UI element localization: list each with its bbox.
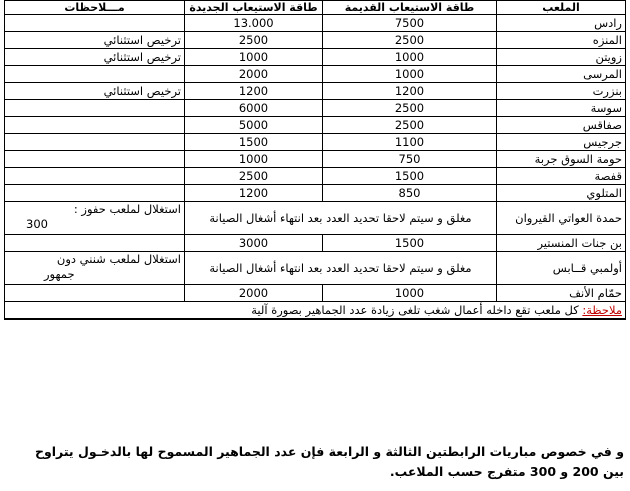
table-row — [5, 32, 626, 49]
cell-stadium: المنزه — [497, 32, 626, 49]
cell-stadium: صفاقس — [497, 117, 626, 134]
table-row — [5, 66, 626, 83]
note-line-1: استغلال لملعب شنني دون — [56, 252, 181, 266]
cell-stadium: المتلوي — [497, 185, 626, 202]
cell-stadium: بن جنات المنستير — [497, 235, 626, 252]
cell-new-capacity: 1000 — [185, 49, 323, 66]
note-line-2: جمهور — [44, 267, 75, 281]
cell-closed-note: مغلق و سيتم لاحقا تحديد العدد بعد انتهاء أشغال الصيانة — [185, 252, 497, 285]
table-row — [5, 100, 626, 117]
remark-cell — [5, 302, 626, 320]
cell-new-capacity: 2500 — [185, 32, 323, 49]
cell-note — [5, 100, 185, 117]
table-row-kairouan — [5, 202, 626, 235]
cell-stadium: حمدة العواتي القيروان — [497, 202, 626, 235]
cell-old-capacity: 2500 — [323, 117, 497, 134]
cell-new-capacity: 1000 — [185, 151, 323, 168]
cell-new-capacity: 13.000 — [185, 15, 323, 32]
cell-stadium: حمّام الأنف — [497, 285, 626, 302]
cell-old-capacity: 1000 — [323, 66, 497, 83]
cell-note — [5, 168, 185, 185]
cell-old-capacity: 2500 — [323, 100, 497, 117]
cell-note — [5, 151, 185, 168]
cell-note — [5, 185, 185, 202]
header-new-capacity: طاقة الاستيعاب الجديدة — [185, 1, 323, 15]
cell-stadium: جرجيس — [497, 134, 626, 151]
cell-new-capacity: 2500 — [185, 168, 323, 185]
cell-stadium: سوسة — [497, 100, 626, 117]
header-notes: مـــلاحظات — [5, 1, 185, 15]
cell-old-capacity: 2500 — [323, 32, 497, 49]
header-stadium: الملعب — [497, 1, 626, 15]
cell-new-capacity: 3000 — [185, 235, 323, 252]
table-row — [5, 185, 626, 202]
cell-stadium: قفصة — [497, 168, 626, 185]
stadium-capacity-table — [4, 0, 626, 320]
cell-note — [5, 235, 185, 252]
cell-note — [5, 15, 185, 32]
header-old-capacity: طاقة الاستيعاب القديمة — [323, 1, 497, 15]
cell-new-capacity: 1200 — [185, 185, 323, 202]
cell-stadium: بنزرت — [497, 83, 626, 100]
cell-note: ترخيص استثنائي — [5, 83, 185, 100]
cell-stadium: المرسى — [497, 66, 626, 83]
table-remark-row — [5, 302, 626, 320]
cell-old-capacity: 1000 — [323, 49, 497, 66]
cell-stadium: حومة السوق جربة — [497, 151, 626, 168]
cell-old-capacity: 1000 — [323, 285, 497, 302]
table-row — [5, 49, 626, 66]
cell-old-capacity: 1500 — [323, 168, 497, 185]
table-row — [5, 117, 626, 134]
table-row — [5, 134, 626, 151]
note-line-1: استغلال لملعب حفوز : — [73, 202, 181, 216]
cell-old-capacity: 850 — [323, 185, 497, 202]
remark-label: ملاحظة: — [582, 303, 622, 317]
table-row — [5, 83, 626, 100]
cell-old-capacity: 7500 — [323, 15, 497, 32]
note-line-2: 300 — [26, 217, 48, 231]
table-row-monastir — [5, 235, 626, 252]
footer-paragraph: و في خصوص مباريات الرابطتين الثالثة و الرابعة فإن عدد الجماهير المسموح لها بالدخـول يتراوح بين 200 و 300 متفرج حسب الملاعب. — [34, 444, 624, 479]
cell-stadium: رادس — [497, 15, 626, 32]
table-row-gabes — [5, 252, 626, 285]
cell-note — [5, 66, 185, 83]
table-row-hammam-lif — [5, 285, 626, 302]
cell-note — [5, 117, 185, 134]
table-row — [5, 168, 626, 185]
cell-new-capacity: 2000 — [185, 285, 323, 302]
cell-new-capacity: 1200 — [185, 83, 323, 100]
cell-note: ترخيص استثنائي — [5, 49, 185, 66]
cell-note — [5, 285, 185, 302]
table-row — [5, 151, 626, 168]
table-header-row — [5, 1, 626, 15]
cell-note — [5, 134, 185, 151]
cell-old-capacity: 1100 — [323, 134, 497, 151]
remark-text: كل ملعب تقع داخله أعمال شغب تلغى زيادة عدد الجماهير بصورة آلية — [251, 303, 583, 317]
cell-note — [5, 252, 185, 285]
cell-note: ترخيص استثنائي — [5, 32, 185, 49]
cell-new-capacity: 2000 — [185, 66, 323, 83]
cell-old-capacity: 1500 — [323, 235, 497, 252]
cell-old-capacity: 750 — [323, 151, 497, 168]
table-row — [5, 15, 626, 32]
cell-new-capacity: 1500 — [185, 134, 323, 151]
cell-note — [5, 202, 185, 235]
cell-stadium: أولمبي قــابس — [497, 252, 626, 285]
cell-new-capacity: 5000 — [185, 117, 323, 134]
cell-closed-note: مغلق و سيتم لاحقا تحديد العدد بعد انتهاء أشغال الصيانة — [185, 202, 497, 235]
cell-stadium: زويتن — [497, 49, 626, 66]
cell-old-capacity: 1200 — [323, 83, 497, 100]
cell-new-capacity: 6000 — [185, 100, 323, 117]
